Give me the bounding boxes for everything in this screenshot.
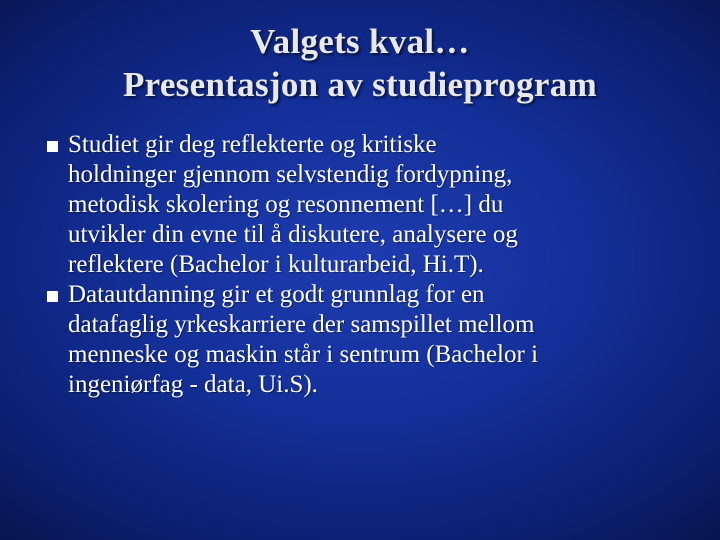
bullet-1-line-5: reflektere (Bachelor i kulturarbeid, Hi.T). — [68, 251, 484, 278]
bullet-2-line-3: menneske og maskin står i sentrum (Bachelor i — [68, 341, 539, 368]
square-bullet-icon — [47, 141, 58, 152]
bullet-item-datautdanning — [44, 280, 694, 400]
square-bullet-icon — [47, 291, 58, 302]
bullet-2-line-4: ingeniørfag - data, Ui.S). — [68, 371, 318, 398]
bullet-item-studiet — [44, 130, 694, 280]
bullet-1-line-3: metodisk skolering og resonnement […] du — [68, 191, 504, 218]
slide-title-line-1: Valgets kval… — [250, 22, 470, 61]
slide-title — [40, 20, 680, 106]
bullet-2-line-1: Datautdanning gir et godt grunnlag for en — [68, 281, 485, 308]
bullet-list — [44, 130, 694, 400]
bullet-1-line-4: utvikler din evne til å diskutere, analysere og — [68, 221, 518, 248]
bullet-1-line-1: Studiet gir deg reflekterte og kritiske — [68, 131, 437, 158]
bullet-2-line-2: datafaglig yrkeskarriere der samspillet mellom — [68, 311, 535, 338]
slide-title-line-2: Presentasjon av studieprogram — [122, 65, 598, 104]
bullet-1-line-2: holdninger gjennom selvstendig fordypning, — [68, 161, 513, 188]
